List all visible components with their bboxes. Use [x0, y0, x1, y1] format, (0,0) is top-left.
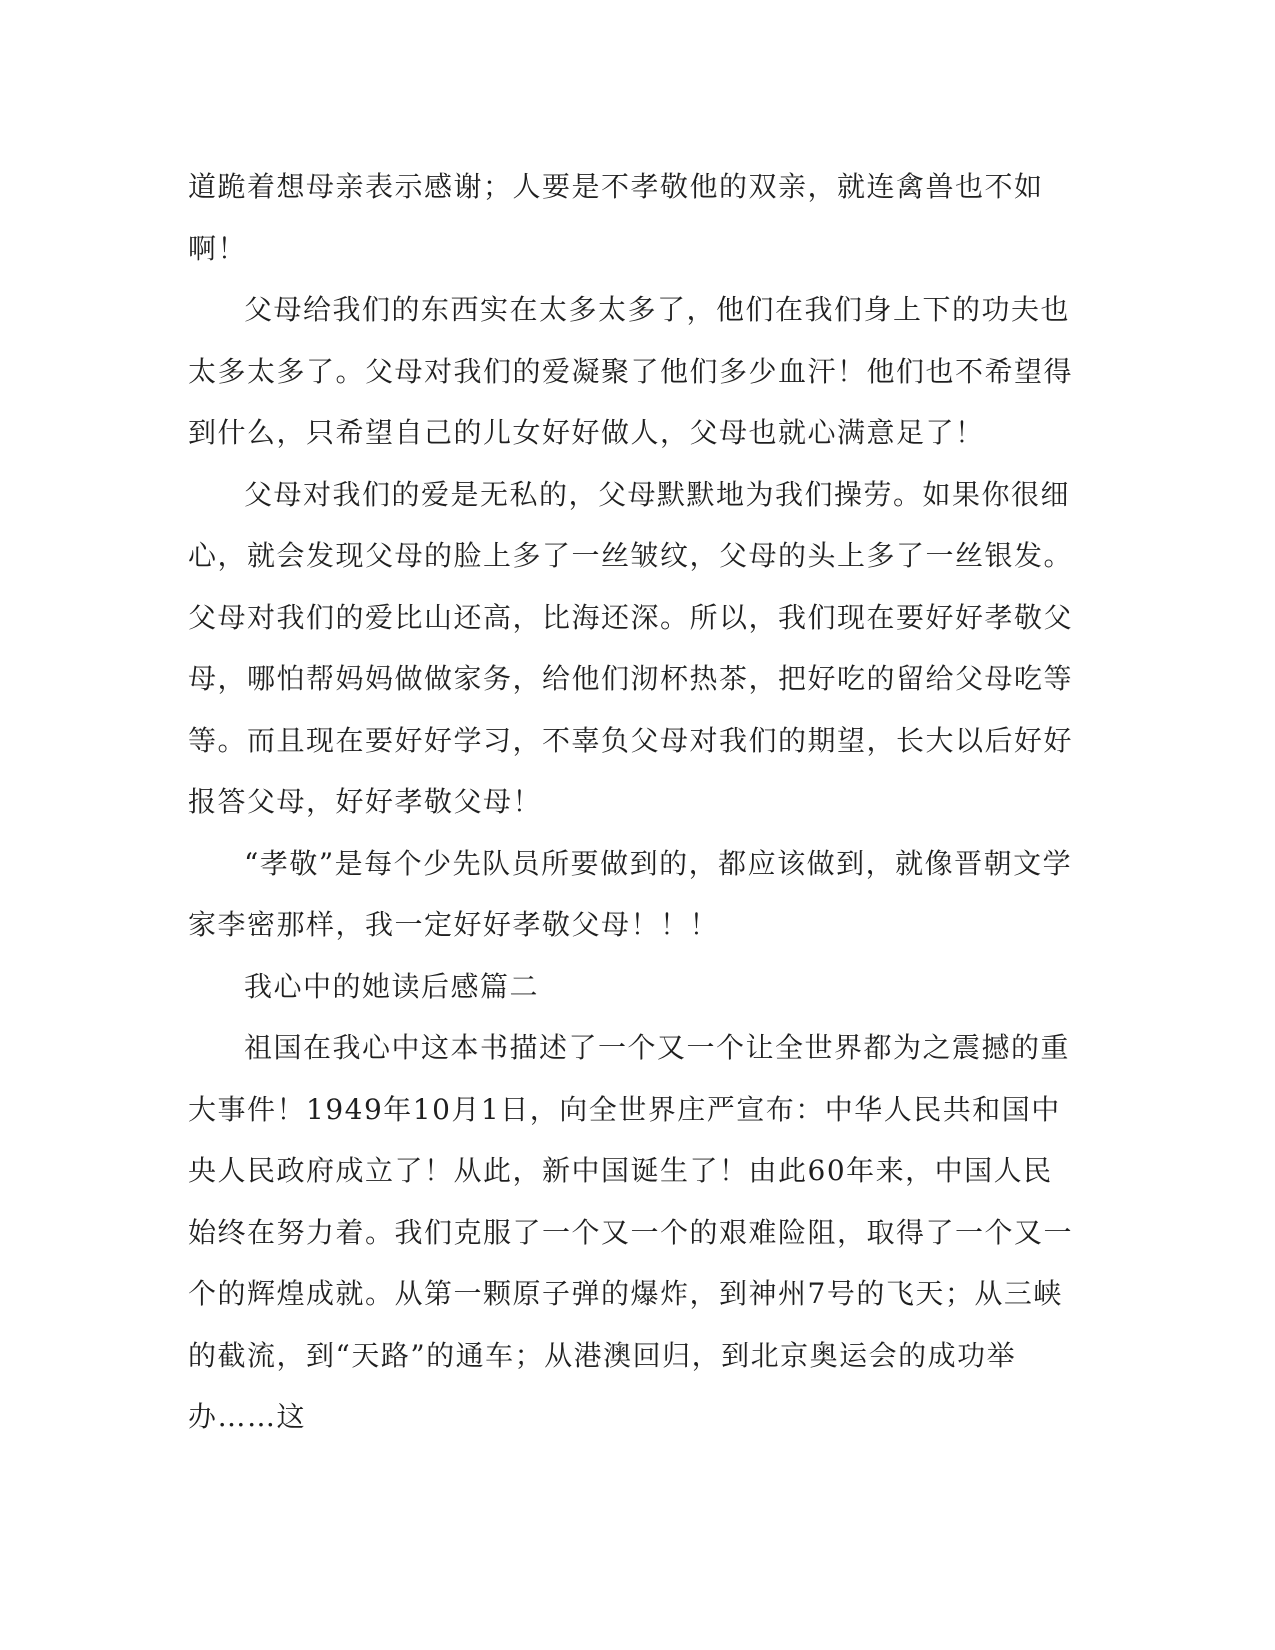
paragraph-parents-love: 父母对我们的爱是无私的，父母默默地为我们操劳。如果你很细心，就会发现父母的脸上多了一丝皱纹，父母的头上多了一丝银发。父母对我们的爱比山还高，比海还深。所以，我们现在要好好孝敬父母，哪怕帮妈妈做做家务，给他们沏杯热茶，把好吃的留给父母吃等等。而且现在要好好学习，不辜负父母对我们的期望，长大以后好好报答父母，好好孝敬父母！ [188, 477, 1074, 818]
paragraph-filial-piety: “孝敬”是每个少先队员所要做到的，都应该做到，就像晋朝文学家李密那样，我一定好好孝敬父母！！！ [188, 846, 1073, 941]
section-title: 我心中的她读后感篇二 [244, 969, 540, 1003]
paragraph-parents-gifts: 父母给我们的东西实在太多太多了，他们在我们身上下的功夫也太多太多了。父母对我们的爱凝聚了他们多少血汗！他们也不希望得到什么，只希望自己的儿女好好做人，父母也就心满意足了！ [188, 293, 1074, 449]
document-body [188, 156, 1078, 1448]
paragraph-continued: 道跪着想母亲表示感谢；人要是不孝敬他的双亲，就连禽兽也不如啊！ [188, 170, 1044, 265]
paragraph-motherland: 祖国在我心中这本书描述了一个又一个让全世界都为之震撼的重大事件！1949年10月1日，向全世界庄严宣布：中华人民共和国中央人民政府成立了！从此，新中国诞生了！由此60年来，中国人民始终在努力着。我们克服了一个又一个的艰难险阻，取得了一个又一个的辉煌成就。从第一颗原子弹的爆炸，到神州7号的飞天；从三峡的截流，到“天路”的通车；从港澳回归，到北京奥运会的成功举办……这 [188, 1031, 1074, 1433]
